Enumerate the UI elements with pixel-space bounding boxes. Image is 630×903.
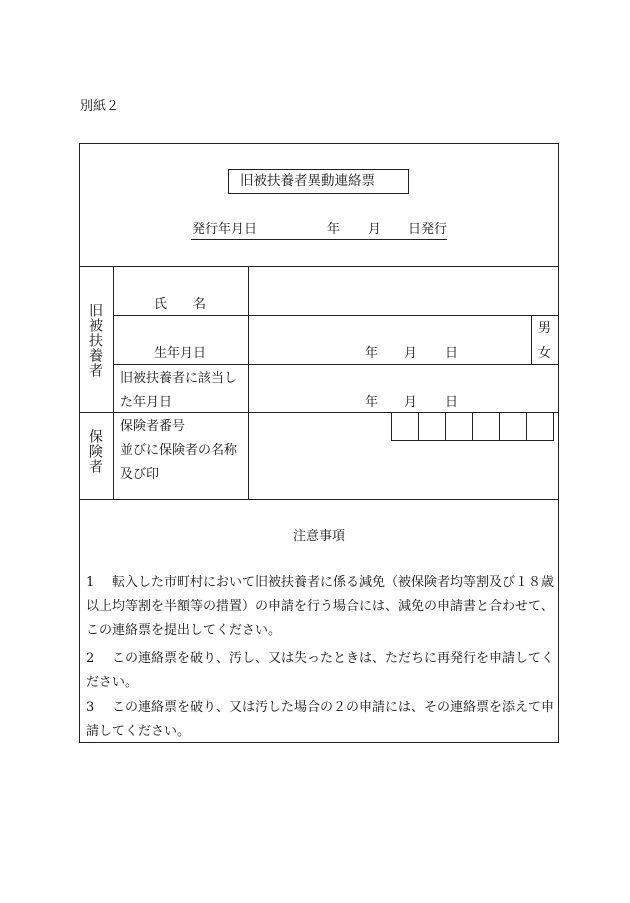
note-number: 1 [86,575,95,590]
insurer-number-box-6[interactable] [526,412,554,441]
issue-month-label: 月 [368,222,382,237]
insurer-label-line3: 及び印 [120,467,160,482]
note-number: 2 [86,651,95,666]
applicable-date-label-line1: 旧被扶養者に該当し [120,371,238,386]
row-divider-dob [113,364,559,365]
name-label: 氏 名 [154,297,207,312]
insurer-number-box-1[interactable] [391,412,419,441]
form-title: 旧被扶養者異動連絡票 [240,173,375,189]
sex-column-divider [531,315,532,364]
applicable-month-label: 月 [404,395,418,410]
note-item-2 [86,647,556,695]
insurer-number-box-5[interactable] [499,412,527,441]
dob-month-label: 月 [404,346,418,361]
note-text: この連絡票を破り、汚し、又は失ったときは、ただちに再発行を申請してください。 [86,651,555,690]
insurer-group-label: 保険者 [87,429,103,474]
insurer-label-line1: 保険者番号 [120,419,186,434]
note-number: 3 [86,700,95,715]
insurer-number-box-4[interactable] [472,412,500,441]
applicable-day-label: 日 [445,395,459,410]
applicable-date-label-line2: た年月日 [120,395,173,410]
note-text: 転入した市町村において旧被扶養者に係る減免（被保険者均等割及び１８歳以上均等割を半額等の措置）の申請を行う場合には、減免の申請書と合わせて、この連絡票を提出してください。 [86,575,555,638]
section-divider-top [79,266,559,267]
note-text: この連絡票を破り、又は汚した場合の２の申請には、その連絡票を添えて申請してください。 [86,700,555,739]
issue-day-label: 日発行 [408,222,448,237]
issue-date-underline [191,239,447,240]
row-divider-name [113,315,559,316]
note-item-1 [86,571,556,643]
name-field[interactable] [250,268,558,314]
issue-date-label: 発行年月日 [192,222,258,237]
insurer-number-box-2[interactable] [418,412,446,441]
group-column-divider [113,266,114,499]
insurer-label-line2: 並びに保険者の名称 [120,443,238,458]
insurer-number-box-3[interactable] [445,412,473,441]
label-column-divider [248,266,249,499]
dob-label: 生年月日 [154,346,207,361]
notes-title: 注意事項 [293,529,346,544]
dob-day-label: 日 [445,346,459,361]
applicable-year-label: 年 [365,395,379,410]
note-item-3 [86,696,556,744]
attachment-label: 別紙２ [80,99,120,114]
issue-year-label: 年 [327,222,341,237]
section-divider-notes [79,499,559,500]
sex-male-option[interactable]: 男 [538,321,552,336]
former-dependent-group-label: 旧被扶養者 [87,303,103,378]
dob-year-label: 年 [365,346,379,361]
sex-female-option[interactable]: 女 [538,346,552,361]
